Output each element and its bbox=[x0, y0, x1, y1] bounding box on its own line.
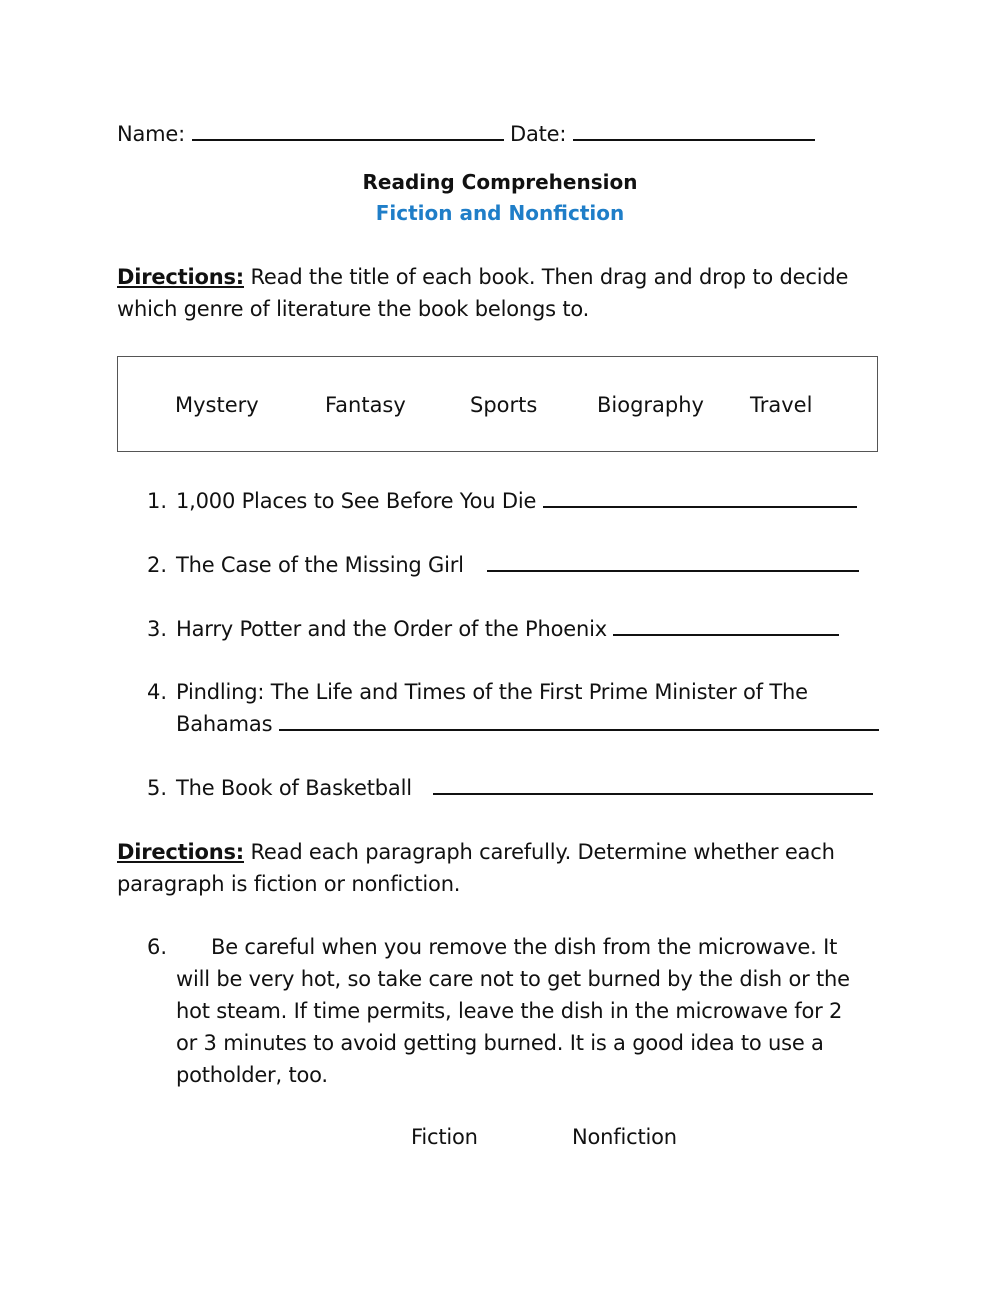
paragraph-6-number: 6. bbox=[147, 935, 168, 959]
book-1-answer-blank[interactable] bbox=[543, 486, 857, 508]
genre-fantasy[interactable]: Fantasy bbox=[325, 393, 406, 417]
book-4-title-line-2: Bahamas bbox=[176, 712, 273, 736]
book-5 bbox=[176, 772, 873, 804]
book-1 bbox=[176, 485, 857, 517]
book-5-answer-blank[interactable] bbox=[433, 773, 873, 795]
directions-2-line-2: paragraph is fiction or nonfiction. bbox=[117, 872, 461, 896]
book-2 bbox=[176, 549, 859, 581]
genre-mystery[interactable]: Mystery bbox=[175, 393, 259, 417]
book-3 bbox=[176, 613, 839, 645]
genre-word-bank bbox=[117, 356, 878, 452]
name-blank[interactable] bbox=[192, 119, 504, 141]
page-subtitle: Fiction and Nonfiction bbox=[375, 201, 625, 225]
directions-1-label: Directions: bbox=[117, 265, 244, 289]
book-4-number: 4. bbox=[147, 680, 168, 704]
book-3-number: 3. bbox=[147, 617, 168, 641]
paragraph-6-line-5: potholder, too. bbox=[176, 1063, 328, 1087]
genre-travel[interactable]: Travel bbox=[750, 393, 813, 417]
book-4-line-2 bbox=[176, 708, 879, 740]
name-label: Name: bbox=[117, 122, 186, 146]
paragraph-6-line-2: will be very hot, so take care not to get burned by the dish or the bbox=[176, 967, 850, 991]
option-fiction[interactable]: Fiction bbox=[411, 1125, 478, 1149]
genre-sports[interactable]: Sports bbox=[470, 393, 538, 417]
book-2-answer-blank[interactable] bbox=[487, 550, 859, 572]
option-nonfiction[interactable]: Nonfiction bbox=[572, 1125, 677, 1149]
book-2-title: The Case of the Missing Girl bbox=[176, 553, 464, 577]
book-1-title: 1,000 Places to See Before You Die bbox=[176, 489, 537, 513]
paragraph-6-line-3: hot steam. If time permits, leave the dish in the microwave for 2 bbox=[176, 999, 843, 1023]
directions-2-text-1: Read each paragraph carefully. Determine whether each bbox=[250, 840, 835, 864]
date-blank[interactable] bbox=[573, 119, 815, 141]
page-title: Reading Comprehension bbox=[362, 170, 638, 194]
book-4-title-line-1: Pindling: The Life and Times of the First Prime Minister of The bbox=[176, 680, 808, 704]
directions-1-text-1: Read the title of each book. Then drag and drop to decide bbox=[250, 265, 849, 289]
book-2-number: 2. bbox=[147, 553, 168, 577]
directions-2-label: Directions: bbox=[117, 840, 244, 864]
book-3-title: Harry Potter and the Order of the Phoenix bbox=[176, 617, 607, 641]
book-5-number: 5. bbox=[147, 776, 168, 800]
directions-1-line-2: which genre of literature the book belongs to. bbox=[117, 297, 590, 321]
book-4-answer-blank[interactable] bbox=[279, 709, 879, 731]
paragraph-6-line-1: Be careful when you remove the dish from the microwave. It bbox=[211, 935, 838, 959]
genre-biography[interactable]: Biography bbox=[597, 393, 704, 417]
name-date-line bbox=[117, 118, 815, 150]
directions-1-line-1 bbox=[117, 261, 848, 293]
directions-2-line-1 bbox=[117, 836, 835, 868]
book-1-number: 1. bbox=[147, 489, 168, 513]
book-3-answer-blank[interactable] bbox=[613, 614, 839, 636]
paragraph-6-line-4: or 3 minutes to avoid getting burned. It is a good idea to use a bbox=[176, 1031, 824, 1055]
date-label: Date: bbox=[510, 122, 567, 146]
book-5-title: The Book of Basketball bbox=[176, 776, 412, 800]
